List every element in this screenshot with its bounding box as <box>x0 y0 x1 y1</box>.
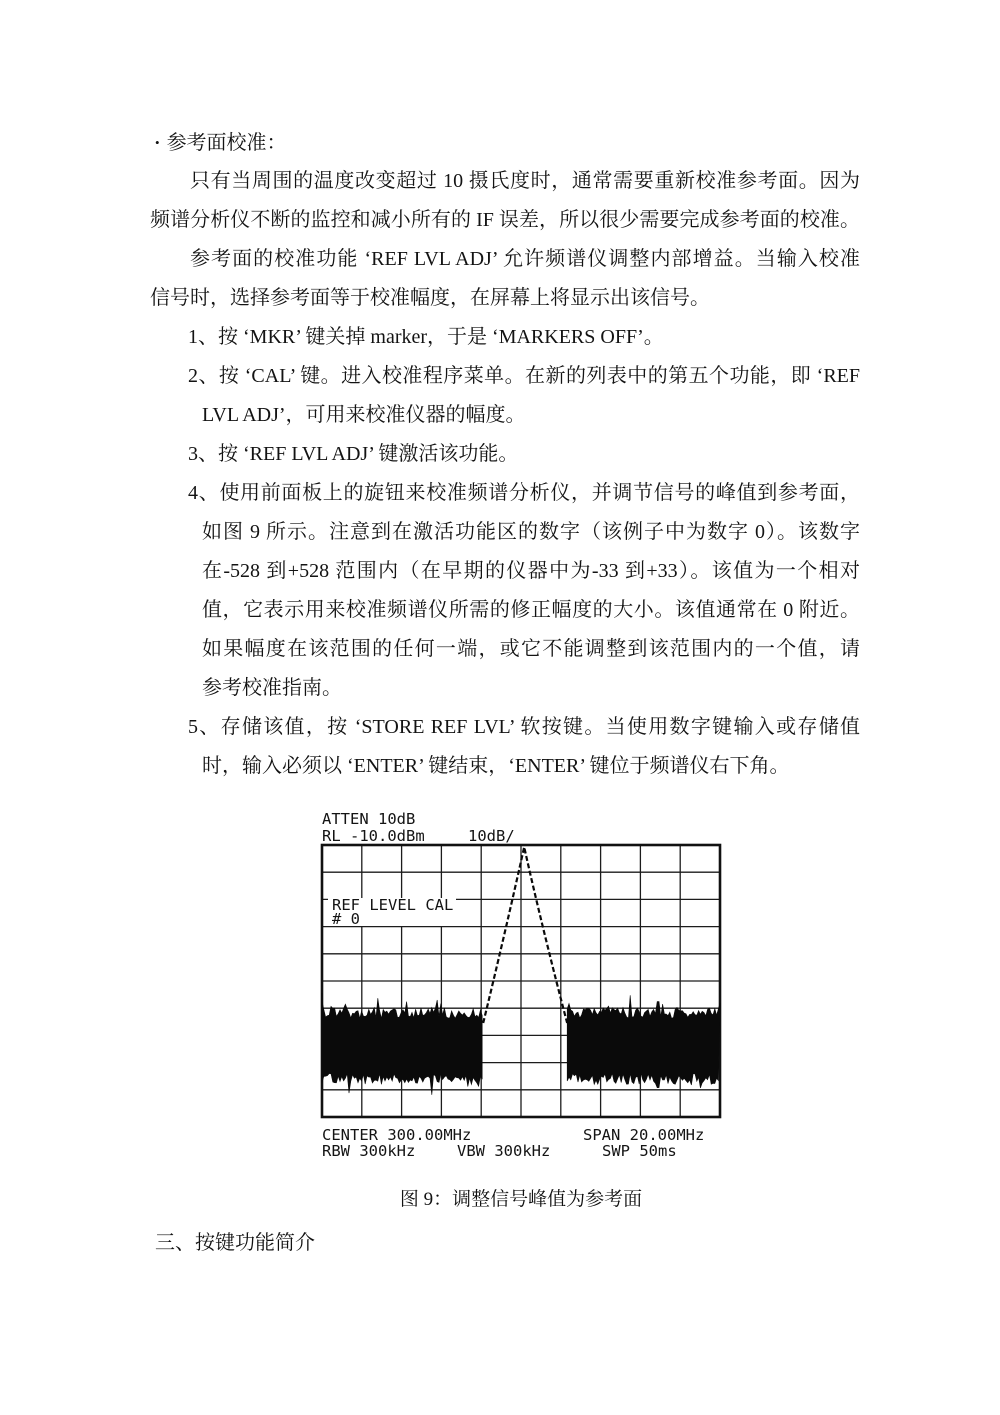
scale-label: 10dB/ <box>468 827 515 845</box>
list-item-line <box>188 318 860 357</box>
atten-label: ATTEN 10dB <box>322 810 416 828</box>
paragraph-line: 频谱分析仪不断的监控和减小所有的 IF 误差，所以很少需要完成参考面的校准。 <box>150 209 860 231</box>
list-number: 1、 <box>188 326 218 348</box>
list-item-line: 如图 9 所示。注意到在激活功能区的数字（该例子中为数字 0）。该数字 <box>202 521 860 543</box>
spectrum-figure <box>320 810 722 1165</box>
list-number: 3、 <box>188 443 218 465</box>
list-item-text: 按 ‘CAL’ 键。进入校准程序菜单。在新的列表中的第五个功能，即 ‘REF <box>218 365 860 387</box>
list-number: 5、 <box>188 716 221 738</box>
span-label: SPAN 20.00MHz <box>583 1126 705 1144</box>
paragraph-line: 信号时，选择参考面等于校准幅度，在屏幕上将显示出该信号。 <box>150 287 710 309</box>
vbw-label: VBW 300kHz <box>457 1142 551 1160</box>
spectrum-display <box>320 810 722 1162</box>
ref-level-label: RL -10.0dBm <box>322 827 425 845</box>
rbw-label: RBW 300kHz <box>322 1142 416 1160</box>
list-item-line <box>188 708 860 747</box>
list-item-text: 使用前面板上的旋钮来校准频谱分析仪，并调节信号的峰值到参考面， <box>219 482 860 504</box>
paragraph-line: 参考面的校准功能 ‘REF LVL ADJ’ 允许频谱仪调整内部增益。当输入校准 <box>190 248 860 270</box>
list-item-line: 时，输入必须以 ‘ENTER’ 键结束，‘ENTER’ 键位于频谱仪右下角。 <box>202 755 790 777</box>
list-item-text: 按 ‘MKR’ 键关掉 marker，于是 ‘MARKERS OFF’。 <box>218 326 664 348</box>
list-item-text: 按 ‘REF LVL ADJ’ 键激活该功能。 <box>218 443 519 465</box>
list-item-line: 如果幅度在该范围的任何一端，或它不能调整到该范围内的一个值，请 <box>202 638 860 660</box>
list-item-line: 在-528 到+528 范围内（在早期的仪器中为-33 到+33）。该值为一个相对 <box>202 560 860 582</box>
body-text <box>150 123 860 786</box>
list-item-line: LVL ADJ’，可用来校准仪器的幅度。 <box>202 404 526 426</box>
figure-caption: 图 9：调整信号峰值为参考面 <box>399 1189 643 1210</box>
list-item-line: 值，它表示用来校准频谱仪所需的修正幅度的大小。该值通常在 0 附近。 <box>202 599 860 621</box>
list-number: 2、 <box>188 365 219 387</box>
list-item-line <box>188 435 860 474</box>
list-item-line: 参考校准指南。 <box>202 677 342 699</box>
center-freq-label: CENTER 300.00MHz <box>322 1126 472 1144</box>
bullet-heading <box>150 123 860 162</box>
ref-level-cal-label: REF LEVEL CAL <box>332 896 454 914</box>
list-number: 4、 <box>188 482 220 504</box>
ref-cal-number-label: # 0 <box>332 910 360 928</box>
section-heading: 三、按键功能简介 <box>155 1232 315 1254</box>
bullet-heading-text: 参考面校准： <box>166 132 287 154</box>
bullet-icon: • <box>155 135 160 150</box>
swp-label: SWP 50ms <box>602 1142 677 1160</box>
list-item-text: 存储该值，按 ‘STORE REF LVL’ 软按键。当使用数字键输入或存储值 <box>220 716 860 738</box>
list-item-line <box>188 474 860 513</box>
list-item-line <box>188 357 860 396</box>
paragraph-line: 只有当周围的温度改变超过 10 摄氏度时，通常需要重新校准参考面。因为 <box>190 170 860 192</box>
